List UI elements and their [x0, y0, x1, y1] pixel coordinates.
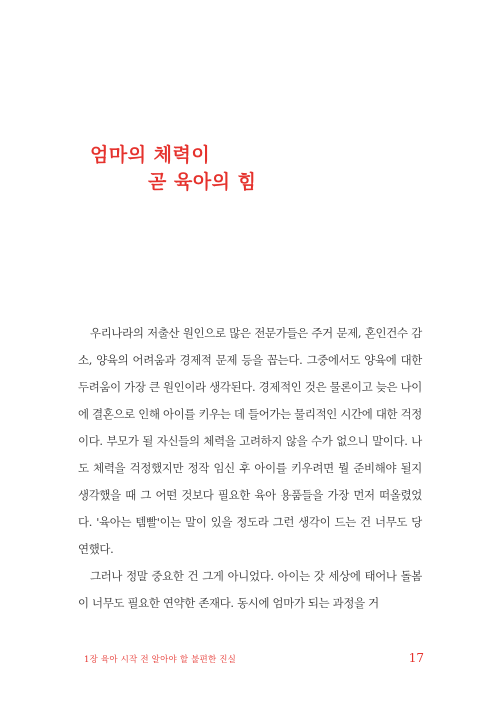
running-head: 1장 육아 시작 전 알아야 할 불편한 진실	[84, 655, 237, 665]
section-heading-line-1: 엄마의 체력이	[90, 144, 211, 166]
page-number: 17	[408, 651, 424, 665]
page-footer	[84, 653, 424, 669]
section-heading	[90, 142, 410, 196]
paragraph: 그러나 정말 중요한 건 그게 아니었다. 아이는 갓 세상에 태어나 돌봄이 너무도 필요한 연약한 존재다. 동시에 엄마가 되는 과정을 거	[78, 569, 422, 610]
section-heading-line-2: 곧 육아의 힘	[148, 171, 257, 193]
body-text	[78, 320, 422, 617]
paragraph: 우리나라의 저출산 원인으로 많은 전문가들은 주거 문제, 혼인건수 감소, 양육의 어려움과 경제적 문제 등을 꼽는다. 그중에서도 양육에 대한 두려움이 가장 큰 원인이라 생각된다. 경제적인 것은 물론이고 늦은 나이에 결혼으로 인해 아이를 키우는 데 들어가는 물리적인 시간에 대한 걱정이다. 부모가 될 자신들의 체력을 고려하지 않을 수가 없으니 말이다. 나도 체력을 걱정했지만 정작 임신 후 아이를 키우려면 뭘 준비해야 될지 생각했을 때 그 어떤 것보다 필요한 육아 용품들을 가장 먼저 떠올렸었다. '육아는 템빨'이는 말이 있을 정도라 그런 생각이 드는 건 너무도 당연했다.	[78, 326, 422, 556]
